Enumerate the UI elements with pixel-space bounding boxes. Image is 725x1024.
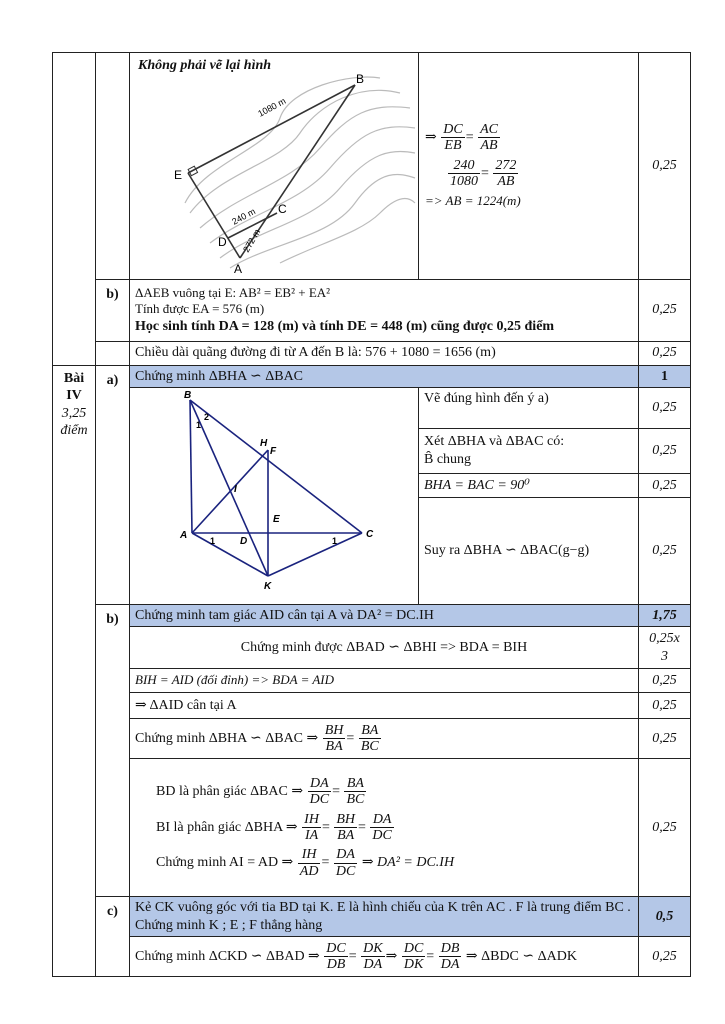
score: 0,25 (639, 388, 691, 429)
header-score: 0,5 (639, 897, 691, 937)
result-AB: => AB = 1224(m) (425, 193, 521, 209)
pt-I: I (234, 484, 237, 495)
row-text: Chứng minh ΔBHA ∽ ΔBAC ⇒ $\frac{BH}{BA}$ = $\frac{BA}{BC}$ (130, 719, 639, 759)
score: 0,25 (639, 428, 691, 473)
score: 0,25 (639, 937, 691, 977)
geometry-figure (130, 388, 418, 598)
empty-cell (96, 53, 130, 280)
part1b-content (130, 279, 639, 341)
score: 0,25 (639, 341, 691, 365)
label-C: C (278, 202, 287, 216)
label-D: D (218, 235, 227, 249)
part-label: a) (96, 365, 130, 604)
score: 0,25 (639, 759, 691, 897)
pt-F: F (270, 446, 277, 457)
row-text: BHA = BAC = 90⁰ (419, 473, 639, 498)
score: 0,25 (639, 669, 691, 693)
distance-text: Chiều dài quãng đường đi từ A đến B là: 576 + 1080 = 1656 (m) (130, 341, 639, 365)
line: Xét ΔBHA và ΔBAC có: (424, 434, 565, 450)
score: 0,25 (639, 719, 691, 759)
line: B̂ chung (424, 451, 472, 467)
pt-B: B (184, 390, 192, 401)
row-text: Suy ra ΔBHA ∽ ΔBAC(g−g) (419, 498, 639, 604)
fraction: $\frac{AC}{AB}$ (480, 121, 498, 154)
note-text: Không phải vẽ lại hình (138, 58, 272, 73)
empty-cell (53, 53, 96, 366)
label-A: A (234, 262, 243, 273)
line: Tính được EA = 576 (m) (135, 301, 265, 317)
part-label: b) (96, 279, 130, 341)
section-header: Kẻ CK vuông góc với tia BD tại K. E là hình chiếu của K trên AC . F là trung điểm BC . Chứng minh K ; E ; F thẳng hàng (130, 897, 639, 937)
figure-cell (130, 53, 419, 280)
pt-H: H (260, 438, 268, 449)
row-text (419, 428, 639, 473)
len-DC: 240 m (230, 206, 258, 227)
bai-points: 3,25 (61, 405, 87, 421)
bai-label (53, 365, 96, 977)
part-label: b) (96, 604, 130, 897)
score: 0,25 (639, 693, 691, 719)
fraction: $\frac{240}{1080}$ (450, 157, 478, 190)
part-label: c) (96, 897, 130, 977)
score: 0,25 (639, 473, 691, 498)
section-header: Chứng minh tam giác AID cân tại A và DA² = DC.IH (130, 604, 639, 627)
angle-1: 1 (196, 420, 202, 430)
row-text: Chứng minh được ΔBAD ∽ ΔBHI => BDA = BIH (130, 627, 639, 669)
implies-symbol: ⇒ (425, 129, 437, 145)
line: ΔAEB vuông tại E: AB² = EB² + EA² (135, 285, 331, 300)
len-DA: 272 m (241, 227, 263, 254)
empty-cell (96, 341, 130, 365)
pt-D: D (240, 536, 248, 547)
answer-table (52, 52, 691, 977)
row-text: ⇒ ΔAID cân tại A (130, 693, 639, 719)
header-score: 1,75 (639, 604, 691, 627)
fraction: $\frac{272}{AB}$ (495, 157, 517, 190)
angle-2: 2 (204, 412, 210, 422)
pt-E: E (273, 514, 280, 525)
fraction: $\frac{DC}{EB}$ (443, 121, 463, 154)
row-text: BIH = AID (đối đỉnh) => BDA = AID (130, 669, 639, 693)
bai-title: Bài IV (63, 370, 85, 403)
score: 0,25 (639, 53, 691, 280)
score: 0,25 (639, 498, 691, 604)
len-EB: 1080 m (256, 95, 288, 119)
line: Học sinh tính DA = 128 (m) và tính DE = 448 (m) cũng được 0,25 điểm (135, 318, 555, 334)
label-B: B (356, 72, 365, 86)
score: 0,25x 3 (639, 627, 691, 669)
row-text: Chứng minh ΔCKD ∽ ΔBAD ⇒ $\frac{DC}{DB}$ = $\frac{DK}{DA}$ ⇒ $\frac{DC}{DK}$ = $\frac{DB}{DA}$ ⇒ ΔBDC ∽ ΔADK (130, 937, 639, 977)
angle-1: 1 (332, 536, 338, 546)
header-score: 1 (639, 365, 691, 388)
section-header: Chứng minh ΔBHA ∽ ΔBAC (130, 365, 639, 388)
bai-unit: điểm (60, 423, 88, 438)
pt-K: K (264, 581, 272, 592)
equation-cell: ⇒ $\frac{DC}{EB}$ = $\frac{AC}{AB}$ $\frac{240}{1080}$ = $\frac{272}{AB}$ => AB = 1224(m) (419, 53, 639, 280)
terrain-figure (130, 53, 418, 273)
angle-1: 1 (210, 536, 216, 546)
pt-C: C (366, 529, 374, 540)
proof-block: BD là phân giác ΔBAC ⇒ $\frac{DA}{DC}$ = $\frac{BA}{BC}$ BI là phân giác ΔBHA ⇒ $\frac{IH}{IA}$ = $\frac{BH}{BA}$ = $\frac{DA}{DC}$ Chứng minh AI = AD ⇒ $\frac{IH}{AD}$ = $\frac{DA}{DC}$ ⇒ DA² = DC.IH (130, 759, 639, 897)
row-text: Vẽ đúng hình đến ý a) (419, 388, 639, 429)
geometry-figure-cell (130, 388, 419, 605)
pt-A: A (180, 530, 188, 541)
label-E: E (174, 168, 183, 182)
score: 0,25 (639, 279, 691, 341)
